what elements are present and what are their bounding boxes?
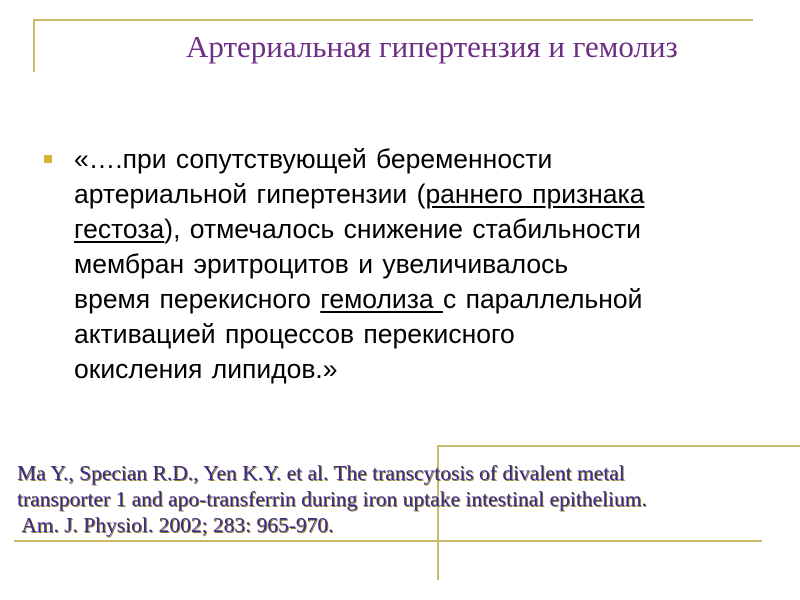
quote-line-3-end: ), отмечалось снижение стабильности <box>164 214 641 244</box>
reference-line-3: Am. J. Physiol. 2002; 283: 965-970. <box>17 513 334 537</box>
reference-bottom-rule <box>14 540 762 542</box>
title-top-rule <box>33 19 753 21</box>
quote-line-7: окисления липидов.» <box>74 354 338 384</box>
quote-line-2-start: артериальной гипертензии ( <box>74 179 426 209</box>
quote-line-1: «….при сопутствующей беременности <box>74 144 553 174</box>
quote-line-6: активацией процессов перекисного <box>74 319 515 349</box>
square-bullet-icon <box>44 155 52 163</box>
underlined-term-early-sign: раннего признака <box>425 179 645 209</box>
underlined-term-hemolysis: гемолиза <box>320 284 443 314</box>
quote-line-5-end: с параллельной <box>442 284 643 314</box>
slide-title: Артериальная гипертензия и гемолиз <box>186 29 678 64</box>
underlined-term-gestosis: гестоза <box>74 214 165 244</box>
reference-line-2: transporter 1 and apo-transferrin during iron uptake intestinal epithelium. <box>17 487 647 511</box>
quote-line-4: мембран эритроцитов и увеличивалось <box>74 249 569 279</box>
quote-text <box>74 142 784 387</box>
reference-top-rule <box>437 445 800 447</box>
reference-line-1: Ma Y., Specian R.D., Yen K.Y. et al. The transcytosis of divalent metal <box>17 461 625 485</box>
quote-line-5-start: время перекисного <box>74 284 321 314</box>
reference-citation <box>17 460 800 538</box>
title-left-rule <box>33 19 35 72</box>
